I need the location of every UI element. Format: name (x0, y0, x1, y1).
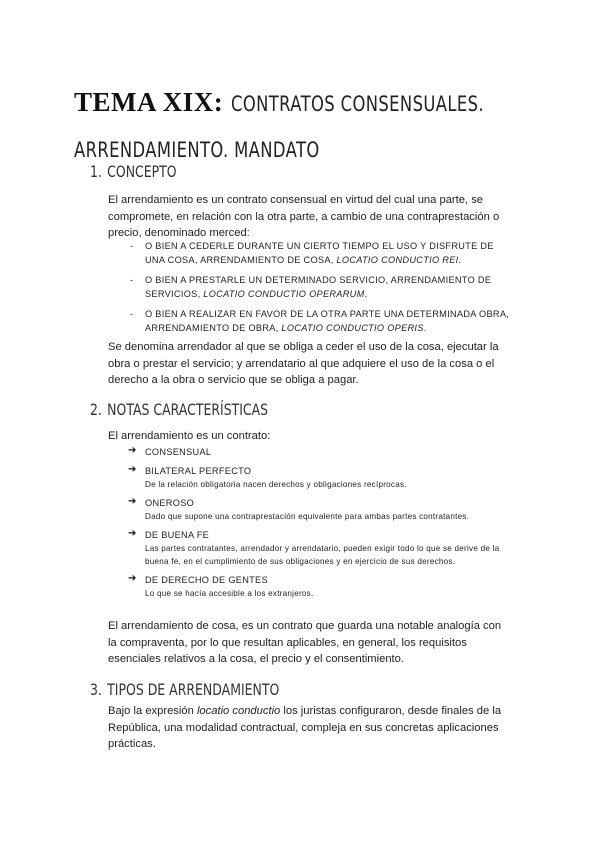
title-line-1: CONTRATOS CONSENSUALES. (230, 92, 484, 116)
arrow-icon: ➔ (128, 573, 137, 584)
section-heading-concepto: 1. CONCEPTO (90, 162, 177, 181)
arrow-icon: ➔ (128, 445, 137, 456)
list-item: - O BIEN A CEDERLE DURANTE UN CIERTO TIEMPO EL USO Y DISFRUTE DE UNA COSA, ARRENDAMIENTO DE COSA, LOCATIO CONDUCTIO REI. (130, 240, 516, 267)
list-item: - O BIEN A PRESTARLE UN DETERMINADO SERVICIO, ARRENDAMIENTO DE SERVICIOS, LOCATIO CONDUCTIO OPERARUM. (130, 274, 516, 301)
title-line-2: ARRENDAMIENTO. MANDATO (74, 138, 320, 162)
section1-closing: Se denomina arrendador al que se obliga a ceder el uso de la cosa, ejecutar la obra o prestar el servicio; y arrendatario al que adquiere el uso de la cosa o el derecho a la obra o servicio que se obliga a pagar. (108, 341, 499, 386)
list-item: ➔ DE DERECHO DE GENTES Lo que se hacía accesible a los extranjeros. (128, 573, 314, 598)
list-item: ➔ CONSENSUAL (128, 445, 212, 457)
section2-list (128, 446, 518, 606)
section-heading-notas: 2. NOTAS CARACTERÍSTICAS (90, 400, 269, 419)
title-topic-number: TEMA XIX: (74, 87, 224, 117)
section2-intro: El arrendamiento es un contrato: (108, 430, 271, 442)
section2-closing: El arrendamiento de cosa, es un contrato que guarda una notable analogía con la compraventa, por lo que resultan aplicables, en general, los requisitos esenciales relativos a la cosa, el precio y el consentimiento. (108, 620, 502, 665)
list-item: ➔ DE BUENA FE Las partes contratantes, arrendador y arrendatario, pueden exigir todo lo que se derive de la buena fe, en el cumplimiento de sus obligaciones y en ejercicio de sus derechos. (128, 528, 500, 566)
page-title (74, 80, 574, 172)
section1-list (130, 240, 516, 342)
arrow-icon: ➔ (128, 496, 137, 507)
list-item: ➔ ONEROSO Dado que supone una contraprestación equivalente para ambas partes contratantes. (128, 496, 470, 521)
list-item: ➔ BILATERAL PERFECTO De la relación obligatoria nacen derechos y obligaciones recíprocas. (128, 464, 407, 489)
arrow-icon: ➔ (128, 528, 137, 539)
arrow-icon: ➔ (128, 464, 137, 475)
section-heading-tipos: 3. TIPOS DE ARRENDAMIENTO (90, 680, 280, 699)
section1-intro: El arrendamiento es un contrato consensual en virtud del cual una parte, se compromete, en relación con la otra parte, a cambio de una contraprestación o precio, denominado merced: (108, 194, 500, 239)
list-item: - O BIEN A REALIZAR EN FAVOR DE LA OTRA PARTE UNA DETERMINADA OBRA, ARRENDAMIENTO DE OBRA, LOCATIO CONDUCTIO OPERIS. (130, 308, 516, 335)
section3-intro: Bajo la expresión locatio conductio los juristas configuraron, desde finales de la República, una modalidad contractual, compleja en sus concretas aplicaciones prácticas. (108, 705, 502, 750)
